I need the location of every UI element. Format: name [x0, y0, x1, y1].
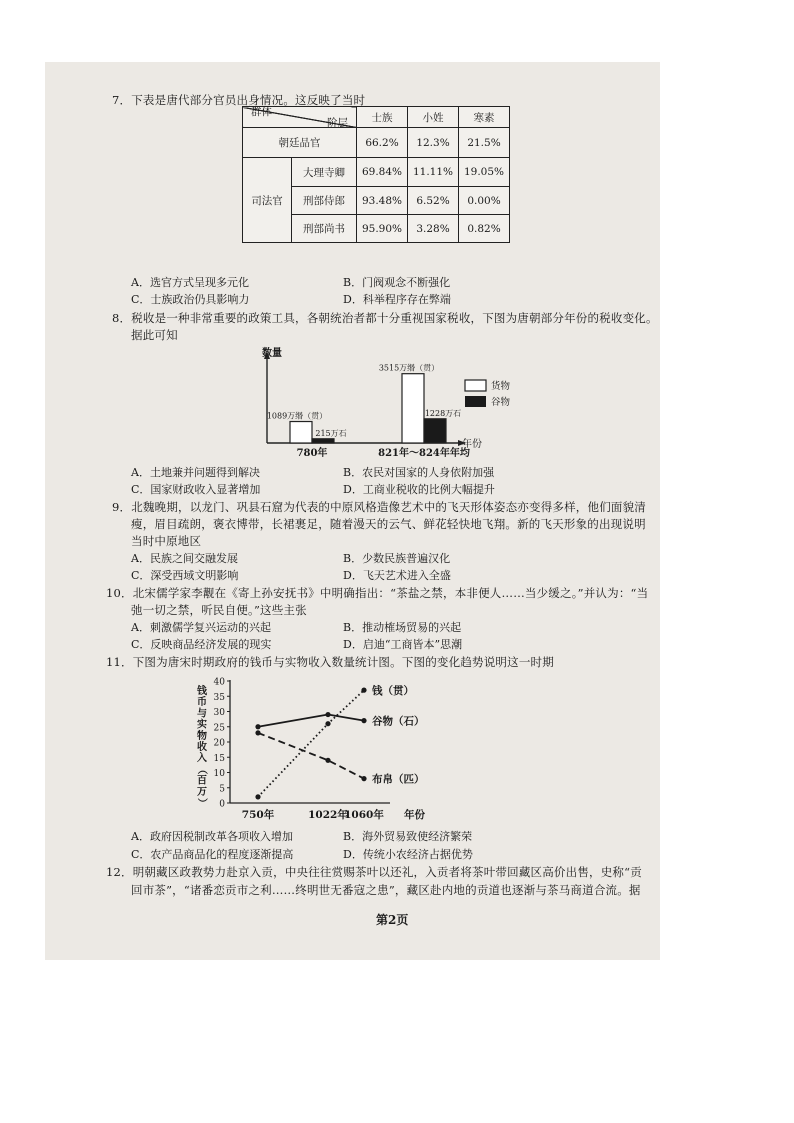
y-tick-label: 20: [213, 738, 225, 749]
series-line: [258, 733, 364, 779]
q8-stem-line1: 8．税收是一种非常重要的政策工具，各朝统治者都十分重视国家税收，下图为唐朝部分年份的税收变化。: [112, 311, 658, 325]
y-tick-label: 35: [213, 692, 225, 703]
row-group: 司法官: [243, 158, 292, 243]
y-title-char: 入: [197, 753, 207, 765]
option-b: B．海外贸易致使经济繁荣: [343, 830, 473, 843]
table-cell: 12.3%: [408, 128, 459, 158]
table-cell: 11.11%: [408, 158, 459, 187]
series-point: [361, 688, 366, 693]
option-b: B．农民对国家的人身依附加强: [343, 466, 495, 479]
q12-stem-line2: 回市茶”，“诸番恋贡市之利……终明世无番寇之患”，藏区赴内地的贡道也逐渐与茶马商道合流。据: [131, 883, 641, 897]
series-point: [361, 718, 366, 723]
option-c: C．农产品商品化的程度逐渐提高: [131, 848, 294, 861]
option-c: C．深受西域文明影响: [131, 569, 239, 582]
series-point: [255, 730, 260, 735]
table-header-corner: [243, 107, 357, 128]
x-tick-label: 750年: [241, 809, 275, 821]
x-tick-label: 1022年: [308, 809, 348, 821]
option-a: A．土地兼并问题得到解决: [131, 466, 260, 479]
option-a: A．刺激儒学复兴运动的兴起: [131, 621, 271, 634]
series-point: [325, 712, 330, 717]
option-a: A．选官方式呈现多元化: [131, 276, 249, 289]
bar-grain: [312, 439, 334, 443]
series-point: [361, 776, 366, 781]
q7-stem: 7．下表是唐代部分官员出身情况。这反映了当时: [112, 93, 366, 107]
q8-bar-chart: [255, 343, 520, 458]
data-label: 1228万石: [424, 408, 462, 418]
series-point: [255, 724, 260, 729]
option-b: B．门阀观念不断强化: [343, 276, 451, 289]
row-group: 朝廷品官: [243, 128, 357, 158]
y-tick-label: 25: [213, 723, 225, 734]
col-header: 小姓: [408, 107, 459, 128]
series-line: [258, 690, 364, 797]
q9-stem-line3: 当时中原地区: [131, 534, 202, 548]
y-title-char: 百: [197, 775, 207, 787]
option-c: C．反映商品经济发展的现实: [131, 638, 272, 651]
q12-stem-line1: 12．明朝藏区政教势力赴京入贡，中央往往赏赐茶叶以还礼，入贡者将茶叶带回藏区高价出售，史称“贡: [106, 865, 642, 879]
data-label: 1089万缗（贯）: [266, 411, 328, 421]
y-title-char: 币: [197, 697, 207, 709]
y-title-char: 万: [197, 786, 207, 798]
data-label: 215万石: [315, 428, 347, 438]
page-number: 第2页: [376, 913, 409, 927]
y-title-char: ）: [196, 798, 207, 808]
option-b: B．推动榷场贸易的兴起: [343, 621, 462, 634]
option-d: D．传统小农经济占据优势: [343, 848, 473, 861]
row-sub: 刑部侍郎: [292, 187, 357, 215]
table-cell: 19.05%: [459, 158, 510, 187]
series-point: [255, 794, 260, 799]
y-tick-label: 10: [213, 769, 225, 779]
table-cell: 21.5%: [459, 128, 510, 158]
table-cell: 95.90%: [357, 215, 408, 243]
y-tick-label: 0: [219, 799, 225, 810]
table-cell: 66.2%: [357, 128, 408, 158]
bar-goods: [402, 374, 424, 443]
header-top: 阶层: [327, 117, 348, 129]
q10-stem-line2: 弛一切之禁，听民自便。”这些主张: [131, 603, 307, 617]
table-cell: 6.52%: [408, 187, 459, 215]
y-tick-label: 15: [213, 753, 225, 764]
option-c: C．士族政治仍具影响力: [131, 293, 250, 306]
category-label: 821年～824年年均: [378, 448, 470, 458]
x-axis-title: 年份: [404, 809, 425, 821]
y-axis-title: 数量: [262, 348, 282, 359]
option-d: D．启迪“工商皆本”思潮: [343, 638, 463, 651]
option-d: D．科举程序存在弊端: [343, 293, 451, 306]
y-axis-title: [196, 684, 209, 808]
series-label: 谷物（石）: [372, 715, 425, 728]
q11-stem: 11．下图为唐宋时期政府的钱币与实物收入数量统计图。下图的变化趋势说明这一时期: [106, 655, 554, 669]
y-title-char: 实: [197, 719, 207, 731]
option-d: D．工商业税收的比例大幅提升: [343, 483, 495, 496]
bar-goods: [290, 422, 312, 443]
col-header: 士族: [357, 107, 408, 128]
table-cell: 69.84%: [357, 158, 408, 187]
bar-grain: [424, 419, 446, 443]
table-cell: 3.28%: [408, 215, 459, 243]
series-point: [325, 758, 330, 763]
data-label: 3515万缗（贯）: [378, 363, 440, 373]
option-a: A．民族之间交融发展: [131, 552, 238, 565]
q11-line-chart: [190, 672, 490, 824]
legend-swatch-goods: [465, 380, 486, 391]
option-c: C．国家财政收入显著增加: [131, 483, 261, 496]
series-label: 钱（贯）: [372, 685, 414, 698]
row-sub: 大理寺卿: [292, 158, 357, 187]
q10-stem-line1: 10．北宋儒学家李觏在《寄上孙安抚书》中明确指出：“茶盐之禁，本非便人……当少缓之。”并认为：“当: [106, 586, 649, 600]
q9-stem-line1: 9．北魏晚期，以龙门、巩县石窟为代表的中原风格造像艺术中的飞天形体姿态亦变得多样，他们面貌清: [112, 500, 647, 514]
y-title-char: 物: [197, 730, 207, 742]
option-a: A．政府因税制改革各项收入增加: [131, 830, 293, 843]
legend-label-goods: 货物: [491, 381, 511, 392]
header-bottom: 群体: [251, 106, 272, 118]
y-title-char: 与: [197, 708, 207, 720]
q8-stem-line2: 据此可知: [131, 328, 178, 342]
q7-table: [242, 106, 510, 243]
y-tick-label: 40: [213, 677, 225, 688]
legend-label-grain: 谷物: [491, 397, 511, 408]
col-header: 寒素: [459, 107, 510, 128]
x-tick-label: 1060年: [344, 809, 384, 821]
y-tick-label: 5: [219, 784, 225, 795]
q9-stem-line2: 瘦，眉目疏朗，褒衣博带，长裙裹足，随着漫天的云气、鲜花轻快地飞翔。新的飞天形象的出现说明: [131, 517, 646, 531]
y-title-char: （: [196, 764, 207, 775]
y-title-char: 收: [197, 742, 207, 753]
option-b: B．少数民族普遍汉化: [343, 552, 451, 565]
series-line: [258, 715, 364, 727]
series-label: 布帛（匹）: [372, 773, 425, 786]
table-cell: 0.00%: [459, 187, 510, 215]
table-cell: 0.82%: [459, 215, 510, 243]
series-point: [325, 721, 330, 726]
row-sub: 刑部尚书: [292, 215, 357, 243]
y-tick-label: 30: [213, 708, 225, 718]
category-label: 780年: [296, 448, 328, 458]
legend-swatch-grain: [465, 396, 486, 407]
table-cell: 93.48%: [357, 187, 408, 215]
x-axis-title: 年份: [462, 439, 482, 450]
y-title-char: 钱: [197, 686, 207, 697]
option-d: D．飞天艺术进入全盛: [343, 569, 451, 582]
